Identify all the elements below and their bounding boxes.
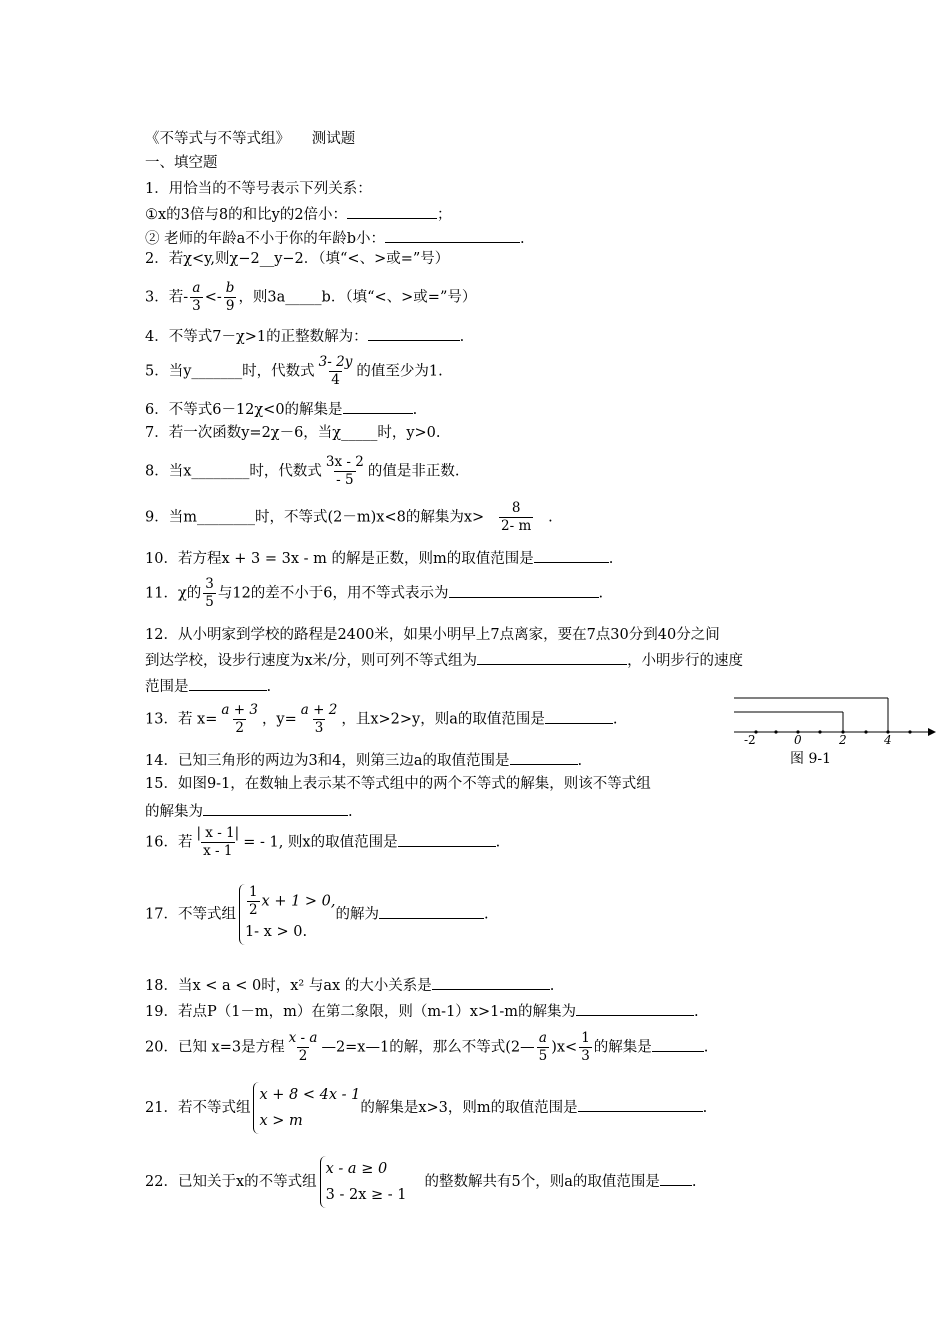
question-5: 5．当y_______时，代数式 $\frac{3- 2y}{4}$ 的值至少为1. xyxy=(145,354,443,388)
tick-label-neg2: -2 xyxy=(744,733,756,746)
question-19: 19．若点P（1－m，m）在第二象限，则（m-1）x>1-m的解集为 . xyxy=(145,1001,699,1021)
question-15-line1: 15．如图9-1，在数轴上表示某不等式组中的两个不等式的解集，则该不等式组 xyxy=(145,776,651,792)
question-3: 3．若- $\frac{a}{3}$ <- $\frac{b}{9}$ ，则3a_____b．（填“<、>或=”号） xyxy=(145,280,477,314)
question-1: 1．用恰当的不等号表示下列关系： xyxy=(145,181,372,197)
question-12-line2: 到达学校，设步行速度为x米/分，则可列不等式组为 ，小明步行的速度 xyxy=(145,650,743,670)
question-13: 13．若 x= $\frac{a + 3}{2}$ ，y= $\frac{a + 2}{3}$ ，且x>2>y，则a的取值范围是 . xyxy=(145,702,618,736)
question-20: 20．已知 x=3是方程 $\frac{x - a}{2}$ —2=x—1的解，那么不等式(2— $\frac{a}{5}$ )x< $\frac{1}{3}$ 的解集是 . xyxy=(145,1030,709,1064)
number-line-figure xyxy=(728,692,938,746)
question-14: 14．已知三角形的两边为3和4，则第三边a的取值范围是 . xyxy=(145,750,582,770)
question-12-line1: 12．从小明家到学校的路程是2400米，如果小明早上7点离家，要在7点30分到40分之间 xyxy=(145,627,720,643)
tick-label-2: 2 xyxy=(839,733,847,746)
question-10: 10．若方程x + 3 = 3x - m 的解是正数，则m的取值范围是 . xyxy=(145,548,613,568)
page-title: 《不等式与不等式组》 测试题 xyxy=(145,131,356,147)
tick-label-4: 4 xyxy=(884,733,892,746)
question-15-line2: 的解集为 . xyxy=(145,801,353,821)
question-11: 11．χ的 $\frac{3}{5}$ 与12的差不小于6，用不等式表示为 . xyxy=(145,576,604,610)
section-heading: 一、填空题 xyxy=(145,155,218,171)
question-9: 9．当m________时，不等式(2－m)x<8的解集为x> $\frac{8}{2- m}$ . xyxy=(145,500,553,534)
question-18: 18．当x < a < 0时，x² 与ax 的大小关系是 . xyxy=(145,975,554,995)
question-6: 6．不等式6－12χ<0的解集是 . xyxy=(145,399,417,419)
question-2: 2．若χ<y,则χ−2__y−2．（填“<、>或=”号） xyxy=(145,251,450,267)
tick-label-0: 0 xyxy=(794,733,802,746)
question-1a: ①x的3倍与8的和比y的2倍小： ； xyxy=(145,204,452,224)
question-17: 17．不等式组 $\frac{1}{2}$ x + 1 > 0, 1- x > 0. 的解为 . xyxy=(145,884,489,945)
question-12-line3: 范围是 . xyxy=(145,676,271,696)
question-21: 21．若不等式组 x + 8 < 4x - 1 x > m 的解集是x>3，则m的取值范围是 . xyxy=(145,1082,707,1134)
question-16: 16．若 $\frac{| x - 1|}{x - 1}$ = - 1, 则x的取值范围是 . xyxy=(145,825,501,859)
question-7: 7．若一次函数y=2χ－6，当χ_____时，y>0. xyxy=(145,425,441,441)
question-4: 4．不等式7－χ>1的正整数解为： . xyxy=(145,326,464,346)
question-1b: ② 老师的年龄a不小于你的年龄b小： . xyxy=(145,228,525,248)
question-22: 22．已知关于x的不等式组 x - a ≥ 0 3 - 2x ≥ - 1 的整数解共有5个，则a的取值范围是 . xyxy=(145,1156,696,1208)
figure-caption: 图 9-1 xyxy=(790,751,831,767)
question-8: 8．当x________时，代数式 $\frac{3x - 2}{- 5}$ 的值是非正数. xyxy=(145,454,460,488)
axis-arrow xyxy=(928,728,936,736)
